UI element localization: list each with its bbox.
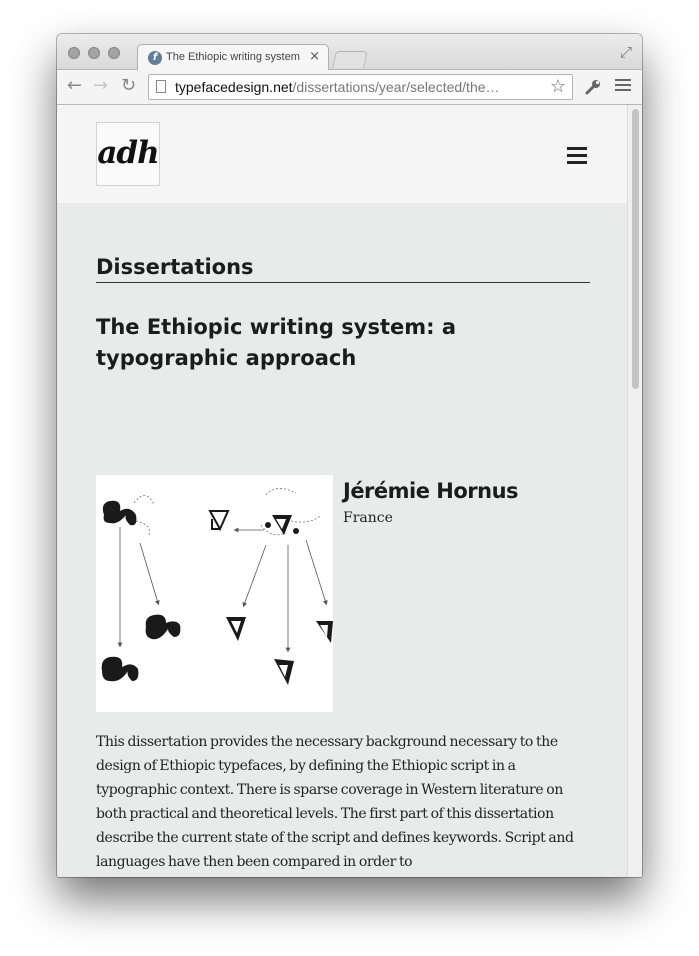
new-tab-button[interactable] xyxy=(332,51,368,68)
ethiopic-glyph-figure xyxy=(96,475,333,712)
author-name: Jérémie Hornus xyxy=(343,479,519,503)
scrollbar-thumb[interactable] xyxy=(632,109,639,389)
url-text xyxy=(175,79,500,95)
site-favicon-icon: f xyxy=(148,51,162,65)
star-icon[interactable]: ☆ xyxy=(549,76,566,97)
glyph-diagram-image xyxy=(96,475,333,712)
fullscreen-icon[interactable]: ⤢ xyxy=(619,43,632,61)
page-icon xyxy=(156,80,166,93)
url-host: typefacedesign.net xyxy=(175,79,293,95)
forward-arrow-icon[interactable]: → xyxy=(93,75,109,96)
browser-window xyxy=(57,34,642,877)
wrench-icon-svg xyxy=(584,78,602,96)
page-viewport xyxy=(57,105,627,877)
hamburger-menu-icon[interactable] xyxy=(567,147,587,168)
browser-tab[interactable] xyxy=(137,44,329,71)
title-bar xyxy=(57,34,642,70)
abstract-text: This dissertation provides the necessary background necessary to the design of Ethiopic typefaces, by defining the Ethiopic script in a typographic context. There is sparse coverage in Western literature on both practical and theoretical levels. The first part of this dissertation describe the current state of the script and defines keywords. Script and languages have then been compared in order to xyxy=(96,734,574,870)
browser-toolbar xyxy=(57,70,642,105)
back-arrow-icon[interactable]: ← xyxy=(67,75,83,96)
author-country: France xyxy=(343,510,393,526)
site-header xyxy=(57,105,627,203)
reload-icon[interactable]: ↻ xyxy=(121,75,137,96)
tab-title: The Ethiopic writing system xyxy=(166,51,300,63)
zoom-window-button[interactable] xyxy=(108,47,120,59)
wrench-icon[interactable] xyxy=(584,78,602,100)
menu-icon[interactable] xyxy=(615,76,631,94)
minimize-window-button[interactable] xyxy=(88,47,100,59)
site-logo[interactable]: adh xyxy=(96,122,160,186)
section-heading: Dissertations xyxy=(96,255,590,283)
url-path: /dissertations/year/selected/the… xyxy=(292,79,500,95)
close-window-button[interactable] xyxy=(68,47,80,59)
vertical-scrollbar[interactable] xyxy=(627,105,642,877)
address-bar[interactable] xyxy=(148,74,573,100)
article-title: The Ethiopic writing system: a typographic approach xyxy=(96,315,456,370)
close-tab-icon[interactable]: × xyxy=(309,49,320,64)
